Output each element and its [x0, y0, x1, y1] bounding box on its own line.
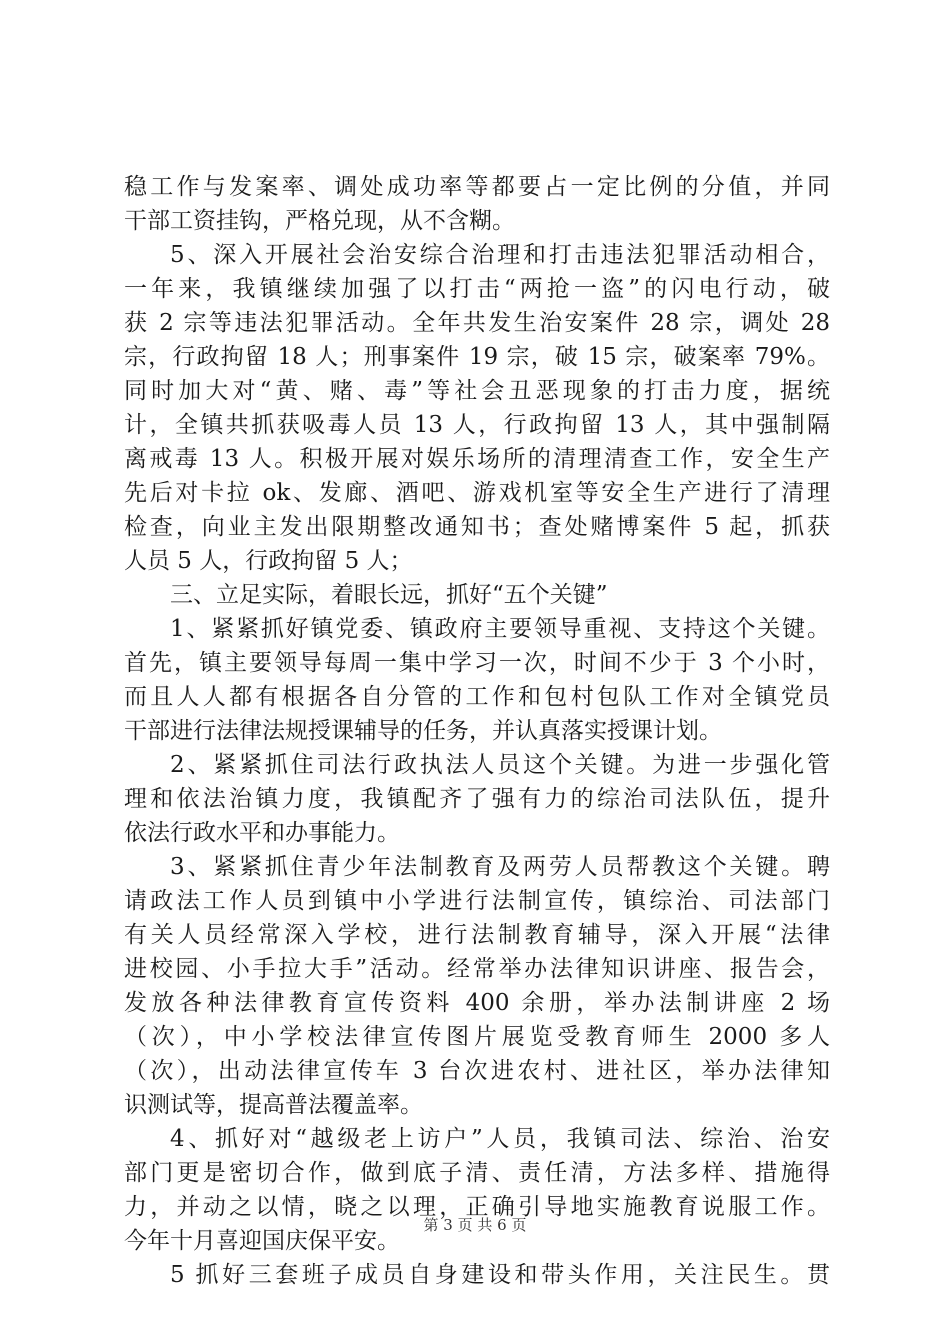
- text-line: 请政法工作人员到镇中小学进行法制宣传，镇综治、司法部门: [124, 888, 830, 914]
- text-line: 获 2 宗等违法犯罪活动。全年共发生治安案件 28 宗，调处 28: [124, 310, 830, 336]
- text-line: 4、抓好对“越级老上访户”人员，我镇司法、综治、治安: [170, 1126, 830, 1152]
- page-footer: 第 3 页 共 6 页: [423, 1216, 527, 1234]
- text-line: （次），中小学校法律宣传图片展览受教育师生 2000 多人: [124, 1024, 830, 1050]
- text-line: 计，全镇共抓获吸毒人员 13 人，行政拘留 13 人，其中强制隔: [124, 412, 830, 438]
- text-line: 2、紧紧抓住司法行政执法人员这个关键。为进一步强化管: [170, 752, 830, 778]
- text-line: 干部进行法律法规授课辅导的任务，并认真落实授课计划。: [124, 718, 722, 744]
- text-line: 理和依法治镇力度，我镇配齐了强有力的综治司法队伍，提升: [124, 786, 830, 812]
- text-line: 宗，行政拘留 18 人；刑事案件 19 宗，破 15 宗，破案率 79%。: [124, 344, 830, 370]
- text-line: 识测试等，提高普法覆盖率。: [124, 1092, 423, 1118]
- text-line: 稳工作与发案率、调处成功率等都要占一定比例的分值，并同: [124, 174, 830, 200]
- text-line: 有关人员经常深入学校，进行法制教育辅导，深入开展“法律: [124, 922, 830, 948]
- text-line: 同时加大对“黄、赌、毒”等社会丑恶现象的打击力度，据统: [124, 378, 830, 404]
- text-line: 今年十月喜迎国庆保平安。: [124, 1228, 400, 1254]
- text-line: （次），出动法律宣传车 3 台次进农村、进社区，举办法律知: [124, 1058, 830, 1084]
- text-line: 先后对卡拉 ok、发廊、酒吧、游戏机室等安全生产进行了清理: [124, 480, 830, 506]
- document-body: [124, 170, 830, 1292]
- text-line: 5、深入开展社会治安综合治理和打击违法犯罪活动相合，: [170, 242, 830, 268]
- text-line: 检查，向业主发出限期整改通知书；查处赌博案件 5 起，抓获: [124, 514, 830, 540]
- text-line: 进校园、小手拉大手”活动。经常举办法律知识讲座、报告会，: [124, 956, 830, 982]
- text-line: 而且人人都有根据各自分管的工作和包村包队工作对全镇党员: [124, 684, 830, 710]
- text-line: 部门更是密切合作，做到底子清、责任清，方法多样、措施得: [124, 1160, 830, 1186]
- text-line: 人员 5 人，行政拘留 5 人；: [124, 548, 413, 574]
- text-line: 依法行政水平和办事能力。: [124, 820, 400, 846]
- text-line: 干部工资挂钩，严格兑现，从不含糊。: [124, 208, 515, 234]
- text-line: 3、紧紧抓住青少年法制教育及两劳人员帮教这个关键。聘: [170, 854, 830, 880]
- text-line: 一年来，我镇继续加强了以打击“两抢一盗”的闪电行动，破: [124, 276, 830, 302]
- text-line: 发放各种法律教育宣传资料 400 余册，举办法制讲座 2 场: [124, 990, 830, 1016]
- text-line: 三、立足实际，着眼长远，抓好“五个关键”: [170, 582, 608, 608]
- text-line: 1、紧紧抓好镇党委、镇政府主要领导重视、支持这个关键。: [170, 616, 830, 642]
- text-line: 5 抓好三套班子成员自身建设和带头作用，关注民生。贯: [170, 1262, 830, 1288]
- text-line: 首先，镇主要领导每周一集中学习一次，时间不少于 3 个小时，: [124, 650, 830, 676]
- text-line: 离戒毒 13 人。积极开展对娱乐场所的清理清查工作，安全生产: [124, 446, 830, 472]
- text-line: 力，并动之以情，晓之以理，正确引导地实施教育说服工作。: [124, 1194, 830, 1220]
